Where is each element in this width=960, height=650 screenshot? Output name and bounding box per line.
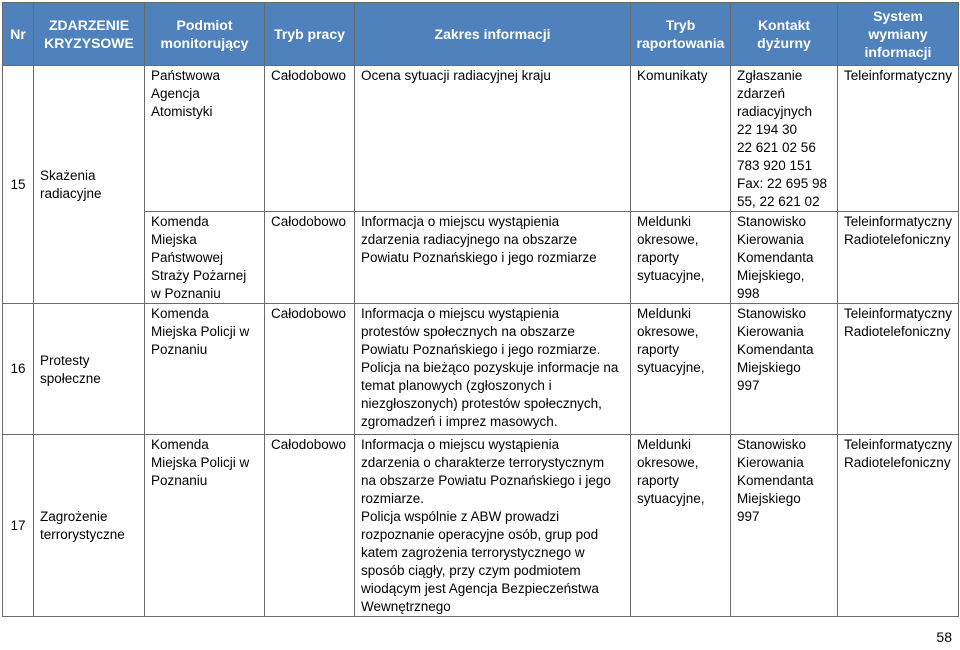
- table-row: [3, 435, 959, 617]
- crisis-type: Skażenia radiacyjne: [34, 66, 145, 304]
- duty-contact: Zgłaszanie zdarzeń radiacyjnych 22 194 30 22 621 02 56 783 920 151 Fax: 22 695 98 55, 22 621 02: [731, 66, 838, 212]
- row-number: 17: [3, 435, 34, 617]
- work-mode: Całodobowo: [265, 435, 355, 617]
- header-reporting: Tryb raportowania: [631, 3, 731, 66]
- monitoring-entity: Komenda Miejska Policji w Poznaniu: [145, 304, 265, 435]
- work-mode: Całodobowo: [265, 66, 355, 212]
- duty-contact: Stanowisko Kierowania Komendanta Miejskiego 997: [731, 304, 838, 435]
- reporting-mode: Meldunki okresowe, raporty sytuacyjne,: [631, 435, 731, 617]
- exchange-system: Teleinformatyczny Radiotelefoniczny: [838, 304, 959, 435]
- header-system: System wymiany informacji: [838, 3, 959, 66]
- reporting-mode: Meldunki okresowe, raporty sytuacyjne,: [631, 304, 731, 435]
- work-mode: Całodobowo: [265, 212, 355, 304]
- monitoring-entity: Państwowa Agencja Atomistyki: [145, 66, 265, 212]
- table-row: [3, 66, 959, 212]
- reporting-mode: Meldunki okresowe, raporty sytuacyjne,: [631, 212, 731, 304]
- row-number: 16: [3, 304, 34, 435]
- reporting-mode: Komunikaty: [631, 66, 731, 212]
- exchange-system: Teleinformatyczny Radiotelefoniczny: [838, 212, 959, 304]
- page-number: 58: [936, 629, 952, 645]
- header-crisis: ZDARZENIE KRYZYSOWE: [34, 3, 145, 66]
- table-row: [3, 212, 959, 304]
- monitoring-entity: Komenda Miejska Policji w Poznaniu: [145, 435, 265, 617]
- exchange-system: Teleinformatyczny Radiotelefoniczny: [838, 435, 959, 617]
- information-scope: Informacja o miejscu wystąpienia protestów społecznych na obszarze Powiatu Poznańskiego i jego rozmiarze. Policja na bieżąco pozyskuje informacje na temat planowych (zgłoszonych i niezgłoszonych) protestów społecznych, zgromadzeń i imprez masowych.: [355, 304, 631, 435]
- crisis-monitoring-table: [2, 2, 959, 617]
- header-contact: Kontakt dyżurny: [731, 3, 838, 66]
- information-scope: Informacja o miejscu wystąpienia zdarzenia radiacyjnego na obszarze Powiatu Poznańskiego i jego rozmiarze: [355, 212, 631, 304]
- header-nr: Nr: [3, 3, 34, 66]
- header-scope: Zakres informacji: [355, 3, 631, 66]
- crisis-type: Zagrożenie terrorystyczne: [34, 435, 145, 617]
- monitoring-entity: Komenda Miejska Państwowej Straży Pożarnej w Poznaniu: [145, 212, 265, 304]
- table-row: [3, 304, 959, 435]
- header-mode: Tryb pracy: [265, 3, 355, 66]
- duty-contact: Stanowisko Kierowania Komendanta Miejskiego, 998: [731, 212, 838, 304]
- information-scope: Informacja o miejscu wystąpienia zdarzenia o charakterze terrorystycznym na obszarze Powiatu Poznańskiego i jego rozmiarze. Policja wspólnie z ABW prowadzi rozpoznanie operacyjne osób, grup pod katem zagrożenia terrorystycznego w sposób ciągły, przy czym podmiotem wiodącym jest Agencja Bezpieczeństwa Wewnętrznego: [355, 435, 631, 617]
- header-entity: Podmiot monitorujący: [145, 3, 265, 66]
- duty-contact: Stanowisko Kierowania Komendanta Miejskiego 997: [731, 435, 838, 617]
- work-mode: Całodobowo: [265, 304, 355, 435]
- crisis-type: Protesty społeczne: [34, 304, 145, 435]
- exchange-system: Teleinformatyczny: [838, 66, 959, 212]
- row-number: 15: [3, 66, 34, 304]
- information-scope: Ocena sytuacji radiacyjnej kraju: [355, 66, 631, 212]
